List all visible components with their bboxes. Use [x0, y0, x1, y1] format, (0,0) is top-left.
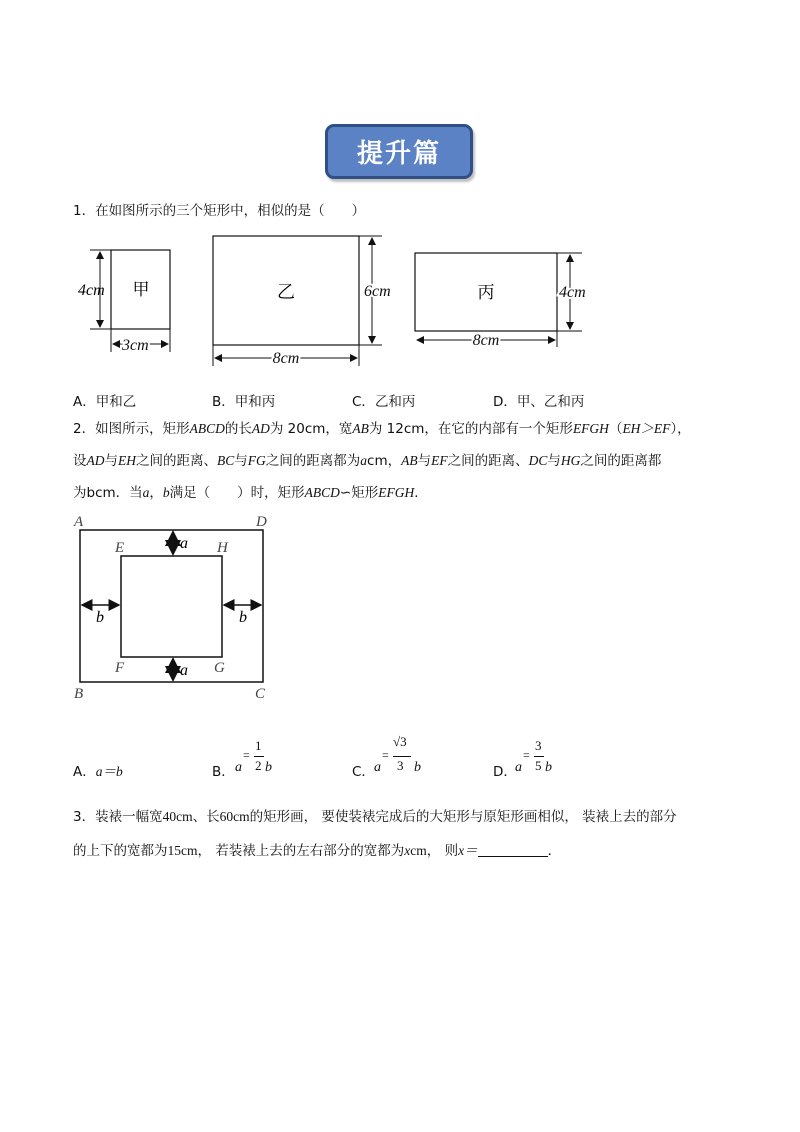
rect-bing — [415, 253, 586, 349]
rect-jia-height: 4cm — [78, 282, 105, 299]
text: 为 20cm，宽 — [269, 421, 353, 437]
rect-jia-width: 3cm — [122, 337, 149, 354]
text: 与 — [104, 453, 118, 469]
vertex-e: E — [115, 540, 125, 556]
vertex-c: C — [255, 686, 266, 702]
denominator: 5 — [535, 758, 542, 773]
text: 之间的距离、 — [136, 453, 217, 469]
q1-option-c[interactable] — [352, 390, 415, 410]
text: 满足（ ）时，矩形 — [169, 485, 305, 501]
value: 40cm — [162, 809, 193, 824]
value: 15cm — [167, 843, 198, 858]
q3-line-1 — [73, 808, 677, 826]
var: EF — [431, 453, 448, 468]
q2-option-b-formula — [232, 738, 282, 778]
q1-figure — [70, 228, 610, 368]
dist-b-left: b — [96, 609, 104, 626]
option-letter: D． — [493, 394, 517, 410]
answer-blank[interactable] — [478, 842, 548, 857]
q1-option-d[interactable] — [493, 390, 584, 410]
q1-option-b[interactable] — [212, 390, 275, 410]
numerator: 3 — [535, 738, 542, 753]
option-expr: a＝b — [95, 764, 123, 779]
text: 设 — [73, 453, 87, 469]
text: ， — [149, 485, 163, 501]
vertex-a: A — [74, 514, 84, 530]
var: b — [86, 485, 96, 501]
dist-a-bottom: a — [180, 662, 188, 679]
var: EFGH — [572, 421, 609, 436]
var: x＝ — [458, 843, 478, 858]
vertex-h: H — [217, 540, 228, 556]
text: 之间的距离、 — [447, 453, 529, 469]
fraction-bar — [534, 756, 544, 757]
q2-line-3 — [73, 484, 428, 502]
numerator: 1 — [255, 738, 262, 753]
var: DC — [528, 453, 548, 468]
q2-option-a[interactable] — [73, 760, 123, 780]
rect-bing-width: 8cm — [472, 332, 500, 349]
q2-option-d-formula — [512, 738, 562, 778]
text: ， 若装裱上去的左右部分的宽都为 — [197, 843, 405, 859]
numerator: √3 — [393, 734, 407, 749]
option-text: 甲和丙 — [234, 394, 276, 410]
q2-figure — [70, 508, 285, 704]
lhs: a — [235, 760, 242, 775]
text: ， 则 — [426, 843, 459, 859]
rect-yi-label: 乙 — [277, 282, 295, 302]
option-letter: C． — [352, 394, 375, 410]
text: 与 — [417, 453, 432, 469]
var: HG — [560, 453, 581, 468]
denominator: 2 — [255, 758, 262, 773]
text: 之间的距离都 — [580, 453, 662, 469]
option-text: 甲、乙和丙 — [516, 394, 585, 410]
q3-line-2 — [73, 842, 561, 860]
q2-line-2 — [73, 452, 661, 470]
option-letter: A． — [73, 394, 96, 410]
var: AB — [401, 453, 418, 468]
text: 与 — [234, 453, 248, 469]
outer-rect-abcd — [80, 530, 263, 682]
vertex-b: B — [74, 686, 84, 702]
var: AD — [251, 421, 270, 436]
q1-number: 1． — [73, 203, 96, 219]
text: cm， — [367, 453, 402, 469]
text: 为 12cm，在它的内部有一个矩形 — [368, 421, 573, 437]
text: ． — [414, 485, 428, 501]
var: b — [162, 485, 170, 500]
inner-rect-efgh — [121, 556, 222, 657]
lhs: a — [515, 760, 522, 775]
var: ABCD — [304, 485, 340, 500]
var: EFGH — [378, 485, 415, 500]
dist-a-top: a — [180, 535, 188, 552]
q1-option-a[interactable] — [73, 390, 136, 410]
text: 为 — [73, 485, 87, 501]
vertex-d: D — [256, 514, 267, 530]
fraction-bar — [393, 756, 411, 757]
rect-bing-height: 4cm — [559, 284, 586, 301]
vertex-g: G — [214, 660, 225, 676]
var: EH＞EF — [622, 421, 671, 436]
rect-yi — [213, 236, 391, 367]
q2-number: 2． — [73, 421, 96, 437]
text: 装裱一幅宽 — [95, 809, 163, 825]
eq: = — [382, 748, 389, 762]
text: 的矩形画， 要使装裱完成后的大矩形与原矩形画相似， 装裱上去的部分 — [249, 809, 677, 825]
similar-symbol: ∽ — [339, 485, 352, 501]
rhs: b — [414, 760, 421, 775]
value: 60cm — [219, 809, 250, 824]
rect-jia-label: 甲 — [132, 280, 150, 299]
unit: cm — [410, 843, 427, 858]
q3-number: 3． — [73, 809, 96, 825]
text: ． — [547, 843, 562, 859]
lhs: a — [374, 760, 381, 775]
eq: = — [243, 748, 250, 762]
text: 之间的距离都为 — [265, 453, 361, 469]
option-text: 乙和丙 — [374, 394, 416, 410]
rhs: b — [545, 760, 552, 775]
text: （ — [608, 421, 623, 437]
text: 的长 — [224, 421, 252, 437]
banner-title: 提升篇 — [356, 139, 441, 169]
var: a — [360, 453, 368, 468]
rect-yi-height: 6cm — [364, 283, 391, 300]
var: FG — [247, 453, 266, 468]
text: ）， — [670, 421, 691, 437]
var: AB — [352, 421, 369, 436]
option-letter: B． — [212, 394, 235, 410]
text: 与 — [547, 453, 561, 469]
option-letter: A． — [73, 764, 96, 780]
option-letter: D． — [493, 764, 517, 780]
eq: = — [523, 748, 530, 762]
q2-line-1 — [73, 420, 691, 438]
text: 、长 — [192, 809, 220, 825]
dist-b-right: b — [239, 609, 247, 626]
text: cm．当 — [95, 485, 143, 501]
var: ABCD — [189, 421, 225, 436]
var: AD — [86, 453, 105, 468]
q1-stem — [73, 202, 365, 220]
q1-text: 在如图所示的三个矩形中，相似的是（ ） — [95, 203, 366, 219]
var: BC — [217, 453, 235, 468]
var: a — [142, 485, 150, 500]
text: 的上下的宽都为 — [73, 843, 168, 859]
option-letter: B． — [212, 764, 235, 780]
var: EH — [118, 453, 136, 468]
rect-yi-width: 8cm — [272, 350, 300, 367]
text: 矩形 — [351, 485, 379, 501]
option-text: 甲和乙 — [95, 394, 137, 410]
q2-option-c-formula — [371, 734, 431, 778]
vertex-f: F — [115, 660, 125, 676]
option-letter: C． — [352, 764, 375, 780]
fraction-bar — [254, 756, 264, 757]
section-banner — [325, 124, 473, 179]
rect-jia — [78, 250, 170, 354]
text: 如图所示，矩形 — [95, 421, 190, 437]
rhs: b — [265, 760, 272, 775]
var: x — [404, 843, 411, 858]
denominator: 3 — [397, 758, 404, 773]
rect-bing-label: 丙 — [477, 283, 495, 302]
